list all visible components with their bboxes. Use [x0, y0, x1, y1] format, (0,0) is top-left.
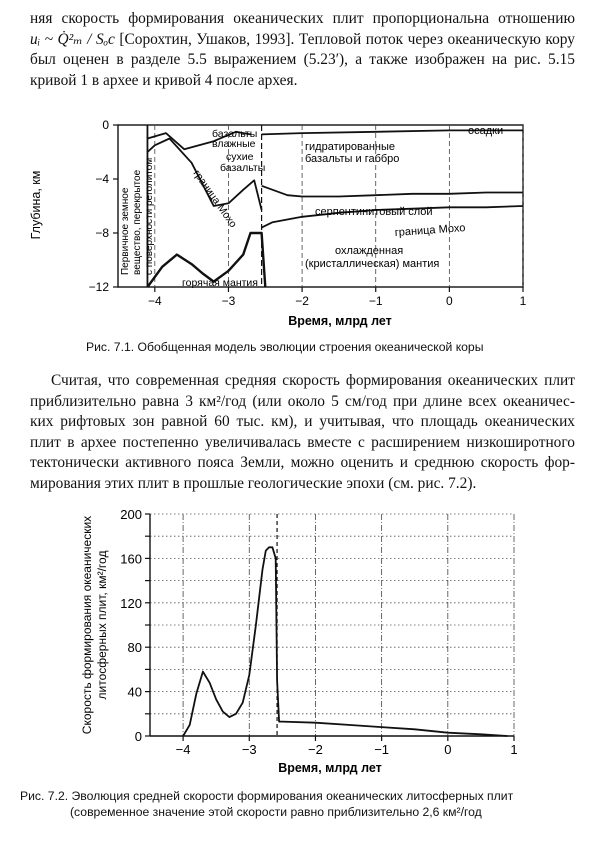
fig1-x-tick-label: 0 — [446, 294, 453, 308]
fig1-y-tick-label: −4 — [95, 172, 109, 186]
label-wet-basalts-1: базальты — [212, 128, 258, 140]
label-primary-2: вещество, перекрытое — [132, 169, 143, 275]
fig2-x-tick-label: −3 — [241, 742, 257, 757]
fig2-y-tick-label: 40 — [127, 684, 142, 700]
mid-line-2: приблизительно равна 3 км²/год (или около 5 см/год при длине всех океаничес- — [30, 392, 575, 410]
fig1-y-tick-label: −8 — [95, 226, 109, 240]
fig2-y-tick-label: 80 — [127, 640, 142, 656]
label-hydrated-2: базальты и габбро — [305, 153, 400, 165]
mid-line-5: тектонически активного пояса Земли, можно оценить и среднюю скорость фор- — [30, 454, 575, 471]
label-serpentinite: серпентинитовый слой — [315, 206, 433, 218]
mid-line-4: плит в архее постепенно увеличивалась вместе с расширением низкоширотного — [30, 433, 575, 451]
fig2-x-tick-label: −4 — [175, 742, 191, 757]
fig1-y-tick-label: 0 — [102, 118, 109, 132]
label-hydrated-1: гидратированные — [305, 141, 395, 153]
mid-line-6: мирования этих плит в прошлые геологические эпохи (см. рис. 7.2). — [30, 474, 477, 492]
label-cooled-2: (кристаллическая) мантия — [305, 258, 440, 270]
top-paragraph — [30, 9, 575, 91]
label-moho-left: граница Мохо — [190, 167, 240, 231]
top-line-4: кривой 1 в архее и кривой 4 после архея. — [30, 71, 298, 89]
fig1-y-tick-label: −12 — [88, 280, 109, 294]
label-dry-basalts-1: сухие — [226, 151, 254, 163]
fig1-series-3 — [262, 186, 523, 197]
label-moho-right: граница Мохо — [394, 222, 466, 239]
top-line-3: был оценен в разделе 5.5 выражением (5.23′), а также изображен на рис. 5.15 — [30, 51, 575, 68]
middle-paragraph — [30, 371, 575, 494]
label-sediments: осадки — [468, 125, 504, 137]
fig1-x-tick-label: −4 — [147, 294, 162, 308]
fig2-x-tick-label: 0 — [444, 742, 452, 757]
fig2-xlabel: Время, млрд лет — [278, 761, 382, 775]
top-line-1: няя скорость формирования океанических плит пропорциональна отношению — [30, 10, 575, 27]
fig2-y-tick-label: 120 — [120, 595, 142, 611]
fig1-x-tick-label: −1 — [368, 294, 383, 308]
fig2-caption-1: Рис. 7.2. Эволюция средней скорости формирования океанических литосферных плит — [20, 789, 514, 803]
figure-7-2 — [0, 500, 600, 780]
label-cooled-1: охлажденная — [335, 245, 404, 257]
fig2-y-tick-label: 0 — [134, 729, 142, 744]
fig2-x-tick-label: −1 — [374, 742, 390, 757]
label-primary-1: Первичное земное — [120, 187, 131, 275]
fig2-x-tick-label: −2 — [308, 742, 323, 757]
fig1-xlabel: Время, млрд лет — [288, 314, 392, 328]
fig1-ylabel: Глубина, км — [29, 170, 43, 240]
fig2-caption-2: (современное значение этой скорости равно приблизительно 2,6 км²/год — [70, 805, 482, 819]
fig2-ylabel-1: Скорость формирования океанических — [80, 515, 94, 735]
label-hot-mantle: горячая мантия — [182, 277, 258, 289]
label-primary-3: с поверхности реголитом — [144, 157, 155, 275]
fig2-series-0 — [183, 547, 507, 736]
label-wet-basalts-2: влажные — [212, 138, 256, 150]
top-line-2 — [30, 30, 575, 51]
top-line-2-text: [Сорохтин, Ушаков, 1993]. Тепловой поток через океаническую кору — [119, 30, 575, 48]
fig1-x-tick-label: 1 — [519, 294, 527, 308]
fig1-x-tick-label: −2 — [295, 294, 309, 308]
mid-line-1: Считая, что современная средняя скорость формирования океанических плит — [51, 372, 575, 389]
fig2-y-tick-label: 200 — [120, 507, 142, 522]
fig1-x-tick-label: −3 — [221, 294, 236, 308]
mid-line-3: ких рифтовых зон равной 60 тыс. км), и учитывая, что площадь океанических — [30, 413, 575, 430]
fig2-ylabel-2: литосферных плит, км²/год — [95, 550, 109, 700]
fig2-y-tick-label: 160 — [120, 551, 142, 567]
fig1-caption: Рис. 7.1. Обобщенная модель эволюции строения океанической коры — [86, 340, 484, 354]
label-dry-basalts-2: базальты — [220, 162, 266, 174]
formula: uᵢ ~ Q̇²ₘ / Sₒc — [30, 30, 115, 48]
fig2-x-tick-label: 1 — [510, 742, 518, 757]
